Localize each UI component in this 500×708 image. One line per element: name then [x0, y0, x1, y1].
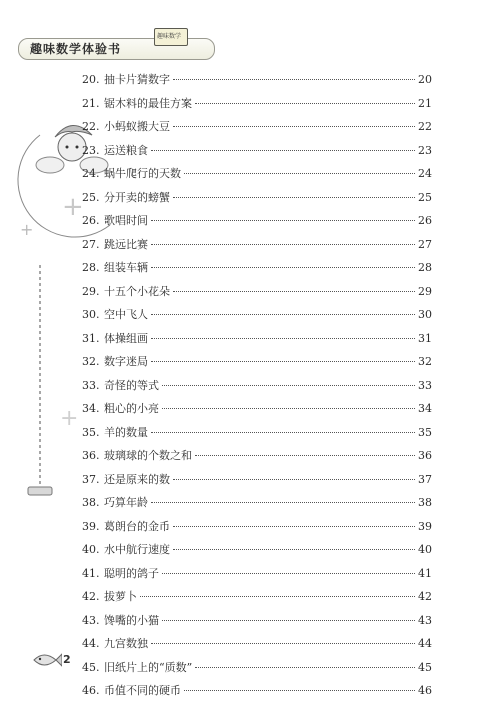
toc-entry-title: 玻璃球的个数之和 [104, 449, 192, 462]
toc-entry-page: 25 [418, 190, 432, 204]
toc-entry-number: 32. [82, 355, 100, 368]
toc-entry-page: 29 [418, 284, 432, 298]
toc-leader-dots [173, 291, 415, 292]
toc-leader-dots [162, 408, 415, 409]
page-footer [30, 650, 90, 670]
toc-entry-title: 蜗牛爬行的天数 [104, 167, 181, 180]
svg-text:+: + [60, 406, 79, 431]
toc-entry-title: 运送粮食 [104, 143, 148, 157]
toc-entry-number: 29. [82, 284, 100, 298]
toc-entry-number: 34. [82, 402, 100, 415]
toc-entry[interactable] [82, 449, 432, 473]
toc-entry[interactable] [82, 214, 432, 238]
toc-entry-title: 奇怪的等式 [104, 378, 159, 392]
toc-entry-page: 46 [418, 684, 432, 697]
toc-entry-page: 26 [418, 214, 432, 227]
toc-entry-title: 分开卖的螃蟹 [104, 190, 170, 204]
toc-entry-number: 43. [82, 613, 100, 627]
toc-leader-dots [173, 479, 415, 480]
toc-entry-title: 拔萝卜 [104, 590, 137, 603]
toc-entry[interactable] [82, 308, 432, 332]
toc-leader-dots [162, 385, 415, 386]
toc-entry-title: 聪明的鸽子 [104, 566, 159, 580]
toc-entry-title: 羊的数量 [104, 425, 148, 439]
toc-entry-page: 21 [418, 96, 432, 110]
fish-icon [30, 650, 62, 670]
toc-entry[interactable] [82, 520, 432, 544]
toc-entry[interactable] [82, 614, 432, 638]
toc-entry-number: 38. [82, 496, 100, 509]
toc-entry-page: 28 [418, 261, 432, 274]
toc-entry-title: 水中航行速度 [104, 543, 170, 556]
toc-entry-title: 组装车辆 [104, 261, 148, 274]
toc-entry[interactable] [82, 238, 432, 262]
toc-entry-number: 37. [82, 472, 100, 486]
toc-entry-title: 币值不同的硬币 [104, 684, 181, 697]
toc-entry[interactable] [82, 261, 432, 285]
toc-entry-title: 馋嘴的小猫 [104, 613, 159, 627]
toc-entry[interactable] [82, 661, 432, 685]
toc-entry-number: 30. [82, 308, 100, 321]
toc-entry-title: 旧纸片上的“质数” [104, 660, 193, 674]
toc-leader-dots [184, 173, 415, 174]
toc-entry-number: 36. [82, 449, 100, 462]
table-of-contents [82, 73, 432, 708]
toc-entry-page: 36 [418, 449, 432, 462]
toc-leader-dots [162, 573, 415, 574]
toc-entry-number: 41. [82, 566, 100, 580]
toc-leader-dots [151, 338, 415, 339]
toc-entry[interactable] [82, 73, 432, 97]
toc-entry-title: 巧算年龄 [104, 496, 148, 509]
toc-leader-dots [195, 667, 415, 668]
book-logo [150, 22, 190, 48]
toc-entry-page: 20 [418, 73, 432, 86]
toc-entry-title: 抽卡片猜数字 [104, 73, 170, 86]
toc-entry-number: 45. [82, 660, 100, 674]
toc-leader-dots [151, 244, 415, 245]
toc-leader-dots [173, 197, 415, 198]
toc-entry-number: 22. [82, 120, 100, 133]
toc-entry[interactable] [82, 191, 432, 215]
toc-entry-page: 35 [418, 425, 432, 439]
toc-entry-page: 23 [418, 143, 432, 157]
toc-entry-title: 还是原来的数 [104, 472, 170, 486]
toc-entry-title: 九宫数独 [104, 637, 148, 650]
toc-entry-page: 42 [418, 590, 432, 603]
toc-entry[interactable] [82, 543, 432, 567]
toc-entry-page: 22 [418, 120, 432, 133]
toc-entry-page: 30 [418, 308, 432, 321]
svg-text:+: + [20, 220, 34, 239]
toc-entry-page: 38 [418, 496, 432, 509]
toc-leader-dots [151, 314, 415, 315]
toc-entry-page: 37 [418, 472, 432, 486]
toc-entry-number: 24. [82, 167, 100, 180]
toc-entry-page: 27 [418, 237, 432, 251]
toc-entry-title: 歌唱时间 [104, 214, 148, 227]
toc-entry-title: 跳远比赛 [104, 237, 148, 251]
toc-entry-title: 十五个小花朵 [104, 284, 170, 298]
toc-entry-page: 33 [418, 378, 432, 392]
toc-entry-title: 锯木料的最佳方案 [104, 96, 192, 110]
toc-entry[interactable] [82, 402, 432, 426]
page-header [0, 0, 500, 62]
toc-leader-dots [173, 526, 415, 527]
toc-entry[interactable] [82, 426, 432, 450]
toc-entry[interactable] [82, 97, 432, 121]
toc-entry-number: 25. [82, 190, 100, 204]
toc-leader-dots [151, 267, 415, 268]
toc-entry[interactable] [82, 355, 432, 379]
toc-leader-dots [195, 455, 415, 456]
toc-leader-dots [140, 596, 415, 597]
toc-leader-dots [151, 643, 415, 644]
toc-leader-dots [151, 150, 415, 151]
toc-leader-dots [195, 103, 415, 104]
toc-entry[interactable] [82, 684, 432, 708]
toc-entry-title: 葛朗台的金币 [104, 519, 170, 533]
toc-leader-dots [173, 126, 415, 127]
page-number: 2 [63, 653, 71, 666]
toc-entry[interactable] [82, 144, 432, 168]
toc-entry-number: 23. [82, 143, 100, 157]
toc-entry-number: 21. [82, 96, 100, 110]
toc-entry[interactable] [82, 167, 432, 191]
toc-entry-number: 42. [82, 590, 100, 603]
toc-entry-page: 40 [418, 543, 432, 556]
toc-entry[interactable] [82, 285, 432, 309]
toc-entry-number: 27. [82, 237, 100, 251]
toc-entry[interactable] [82, 379, 432, 403]
toc-leader-dots [162, 620, 415, 621]
toc-entry-number: 33. [82, 378, 100, 392]
toc-entry-title: 数字迷局 [104, 355, 148, 368]
toc-entry[interactable] [82, 332, 432, 356]
toc-leader-dots [151, 502, 415, 503]
toc-leader-dots [173, 549, 415, 550]
toc-entry[interactable] [82, 567, 432, 591]
toc-leader-dots [173, 79, 415, 80]
logo-text: 趣味数学 [157, 33, 182, 40]
toc-entry-number: 31. [82, 331, 100, 345]
toc-entry[interactable] [82, 637, 432, 661]
toc-entry-title: 粗心的小亮 [104, 402, 159, 415]
book-title: 趣味数学体验书 [30, 42, 122, 56]
toc-entry-page: 31 [418, 331, 432, 345]
toc-entry-page: 44 [418, 637, 432, 650]
toc-entry-number: 26. [82, 214, 100, 227]
toc-entry-page: 34 [418, 402, 432, 415]
toc-entry[interactable] [82, 590, 432, 614]
toc-entry-number: 20. [82, 73, 100, 86]
toc-entry[interactable] [82, 496, 432, 520]
toc-entry-number: 44. [82, 637, 100, 650]
toc-entry-title: 小蚂蚁搬大豆 [104, 120, 170, 133]
toc-entry-page: 43 [418, 613, 432, 627]
svg-text:+: + [62, 192, 84, 222]
toc-leader-dots [184, 690, 415, 691]
toc-entry-title: 体操组画 [104, 331, 148, 345]
toc-leader-dots [151, 361, 415, 362]
toc-entry-number: 39. [82, 519, 100, 533]
toc-leader-dots [151, 220, 415, 221]
toc-entry-number: 35. [82, 425, 100, 439]
toc-entry-page: 24 [418, 167, 432, 180]
toc-entry-page: 39 [418, 519, 432, 533]
toc-entry-number: 40. [82, 543, 100, 556]
toc-leader-dots [151, 432, 415, 433]
toc-entry[interactable] [82, 120, 432, 144]
toc-entry-page: 41 [418, 566, 432, 580]
toc-entry-page: 45 [418, 660, 432, 674]
toc-entry-page: 32 [418, 355, 432, 368]
toc-entry-number: 28. [82, 261, 100, 274]
toc-entry-number: 46. [82, 684, 100, 697]
toc-entry[interactable] [82, 473, 432, 497]
toc-entry-title: 空中飞人 [104, 308, 148, 321]
